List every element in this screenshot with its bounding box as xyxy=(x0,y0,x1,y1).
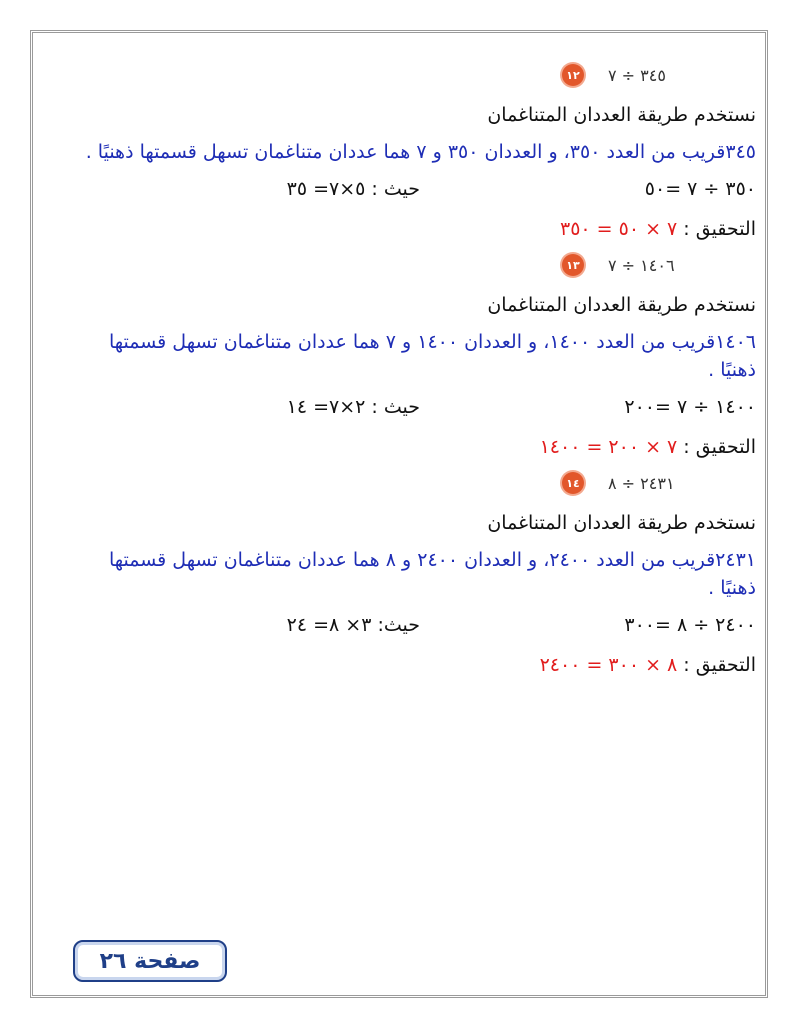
explanation-text: ٢٤٣١قريب من العدد ٢٤٠٠، و العددان ٢٤٠٠ و ٨ هما عددان متناغمان تسهل قسمتها ذهنيًا . xyxy=(108,549,756,599)
division-result: ٢٤٠٠ ÷ ٨ =٣٠٠ xyxy=(624,614,756,636)
method-text: نستخدم طريقة العددان المتناغمان xyxy=(487,104,756,126)
verification-line xyxy=(80,214,756,244)
explanation-text: ١٤٠٦قريب من العدد ١٤٠٠، و العددان ١٤٠٠ و ٧ هما عددان متناغمان تسهل قسمتها ذهنيًا . xyxy=(108,331,756,381)
page-number-label: صفحة ٢٦ xyxy=(73,940,227,982)
where-note: حيث : ٥×٧= ٣٥ xyxy=(286,178,420,200)
problem-header xyxy=(562,466,756,500)
verify-label: التحقيق : xyxy=(683,436,756,458)
problem-number-badge: ١٢ xyxy=(562,64,584,86)
method-text: نستخدم طريقة العددان المتناغمان xyxy=(487,294,756,316)
verify-value: ٨ × ٣٠٠ = ٢٤٠٠ xyxy=(539,654,678,676)
verify-label: التحقيق : xyxy=(683,218,756,240)
division-result: ٣٥٠ ÷ ٧ =٥٠ xyxy=(644,178,756,200)
verification-line xyxy=(80,650,756,680)
page-content xyxy=(80,58,756,680)
problem-header xyxy=(562,248,756,282)
problem-12 xyxy=(80,58,756,244)
problem-number-badge: ١٣ xyxy=(562,254,584,276)
method-text: نستخدم طريقة العددان المتناغمان xyxy=(487,512,756,534)
problem-13 xyxy=(80,248,756,462)
calculation-row xyxy=(80,612,756,644)
problem-header xyxy=(562,58,756,92)
problem-expression: ٣٤٥ ÷ ٧ xyxy=(608,65,666,85)
verify-value: ٧ × ٢٠٠ = ١٤٠٠ xyxy=(539,436,678,458)
division-result: ١٤٠٠ ÷ ٧ =٢٠٠ xyxy=(624,396,756,418)
problem-expression: ٢٤٣١ ÷ ٨ xyxy=(608,473,675,493)
calculation-row xyxy=(80,394,756,426)
explanation-text: ٣٤٥قريب من العدد ٣٥٠، و العددان ٣٥٠ و ٧ هما عددان متناغمان تسهل قسمتها ذهنيًا . xyxy=(85,141,756,163)
calculation-row xyxy=(80,176,756,208)
problem-number-badge: ١٤ xyxy=(562,472,584,494)
verification-line xyxy=(80,432,756,462)
where-note: حيث : ٢×٧= ١٤ xyxy=(286,396,420,418)
problem-14 xyxy=(80,466,756,680)
verify-value: ٧ × ٥٠ = ٣٥٠ xyxy=(559,218,678,240)
where-note: حيث: ٣× ٨= ٢٤ xyxy=(286,614,420,636)
problem-expression: ١٤٠٦ ÷ ٧ xyxy=(608,255,675,275)
verify-label: التحقيق : xyxy=(683,654,756,676)
